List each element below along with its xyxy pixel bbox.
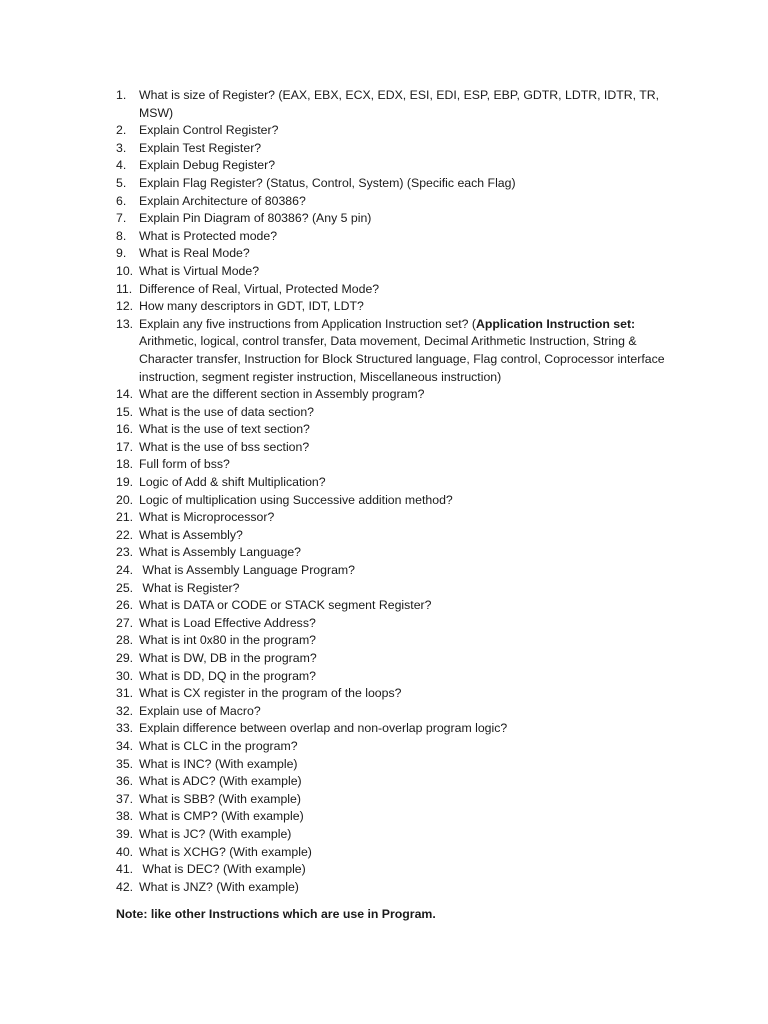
- question-number: 33.: [116, 721, 134, 736]
- question-item: [116, 562, 676, 580]
- question-item: [116, 87, 676, 122]
- question-text: [139, 175, 676, 193]
- question-number: 37.: [116, 791, 134, 806]
- question-item: [116, 492, 676, 510]
- question-item: [116, 632, 676, 650]
- question-text-main: What is Assembly?: [139, 527, 243, 542]
- question-number: 40.: [116, 844, 134, 859]
- question-text: [139, 245, 676, 263]
- question-number: 11.: [116, 281, 133, 296]
- question-number: 4.: [116, 158, 127, 173]
- question-text-main: What is JNZ? (With example): [139, 879, 299, 894]
- question-item: [116, 140, 676, 158]
- question-number: 34.: [116, 738, 134, 753]
- question-text-main: What is DD, DQ in the program?: [139, 668, 316, 683]
- question-number: 15.: [116, 404, 134, 419]
- question-number: 8.: [116, 228, 127, 243]
- question-text: [139, 404, 676, 422]
- question-number: 35.: [116, 756, 134, 771]
- question-text: [139, 544, 676, 562]
- question-text: [139, 228, 676, 246]
- question-item: [116, 386, 676, 404]
- question-text-main: What is the use of text section?: [139, 422, 310, 437]
- question-text-main: Explain Debug Register?: [139, 158, 276, 173]
- question-text-main: What is DATA or CODE or STACK segment Register?: [139, 598, 432, 613]
- question-item: [116, 544, 676, 562]
- question-number: 16.: [116, 422, 134, 437]
- question-text: [139, 386, 676, 404]
- question-item: [116, 844, 676, 862]
- question-item: [116, 175, 676, 193]
- question-item: [116, 703, 676, 721]
- question-text: [139, 298, 676, 316]
- question-text-main: Logic of Add & shift Multiplication?: [139, 475, 326, 490]
- question-text-main: What is the use of bss section?: [139, 439, 310, 454]
- question-text-main: What is the use of data section?: [139, 404, 314, 419]
- question-text: [139, 562, 676, 580]
- question-number: 13.: [116, 316, 134, 331]
- question-item: [116, 826, 676, 844]
- question-item: [116, 738, 676, 756]
- question-text-main: What is int 0x80 in the program?: [139, 633, 317, 648]
- question-number: 25.: [116, 580, 134, 595]
- question-text: [139, 597, 676, 615]
- question-text-main: Explain Control Register?: [139, 123, 279, 138]
- question-text-main: What is Load Effective Address?: [139, 615, 316, 630]
- question-text-main: What is JC? (With example): [139, 826, 292, 841]
- question-item: [116, 316, 676, 386]
- question-item: [116, 650, 676, 668]
- question-text-main: What is Real Mode?: [139, 246, 250, 261]
- question-text: [139, 861, 676, 879]
- question-text-main: What is Microprocessor?: [139, 510, 275, 525]
- question-text: [139, 281, 676, 299]
- question-item: [116, 861, 676, 879]
- question-item: [116, 421, 676, 439]
- question-text: [139, 808, 676, 826]
- question-text-main: What is Protected mode?: [139, 228, 278, 243]
- question-text-main: What is DEC? (With example): [139, 862, 306, 877]
- question-item: [116, 193, 676, 211]
- question-item: [116, 456, 676, 474]
- question-text: [139, 668, 676, 686]
- question-number: 31.: [116, 686, 134, 701]
- question-item: [116, 122, 676, 140]
- question-text: [139, 791, 676, 809]
- question-text-main: What is ADC? (With example): [139, 774, 302, 789]
- question-text: [139, 738, 676, 756]
- question-number: 24.: [116, 563, 134, 578]
- question-number: 20.: [116, 492, 134, 507]
- question-number: 3.: [116, 140, 127, 155]
- question-number: 23.: [116, 545, 134, 560]
- question-item: [116, 210, 676, 228]
- question-text: [139, 844, 676, 862]
- question-number: 2.: [116, 123, 127, 138]
- question-text: [139, 421, 676, 439]
- question-number: 19.: [116, 475, 134, 490]
- question-number: 7.: [116, 211, 127, 226]
- question-text: [139, 527, 676, 545]
- question-text-main: How many descriptors in GDT, IDT, LDT?: [139, 299, 364, 314]
- question-text: [139, 650, 676, 668]
- question-text: [139, 615, 676, 633]
- question-text-main: Full form of bss?: [139, 457, 230, 472]
- question-text-main: What is XCHG? (With example): [139, 844, 312, 859]
- question-item: [116, 245, 676, 263]
- question-number: 29.: [116, 651, 134, 665]
- question-number: 27.: [116, 615, 134, 630]
- question-text-rest: Arithmetic, logical, control transfer, Data movement, Decimal Arithmetic Instruction, String & Character transfer, Instruction for Block Structured language, Flag control, Coprocessor interface instruction, segment register instruction, Miscellaneous instruction): [139, 316, 669, 384]
- question-text: [139, 773, 676, 791]
- question-text: [139, 140, 676, 158]
- question-item: [116, 580, 676, 598]
- question-text-main: What are the different section in Assembly program?: [139, 387, 425, 402]
- question-number: 1.: [116, 88, 127, 102]
- question-item: [116, 509, 676, 527]
- question-item: [116, 439, 676, 457]
- question-item: [116, 474, 676, 492]
- question-item: [116, 615, 676, 633]
- question-text: [139, 456, 676, 474]
- question-text-main: Explain Architecture of 80386?: [139, 193, 306, 208]
- question-item: [116, 756, 676, 774]
- question-item: [116, 281, 676, 299]
- question-number: 17.: [116, 439, 134, 454]
- question-text: [139, 492, 676, 510]
- question-text: [139, 509, 676, 527]
- question-item: [116, 157, 676, 175]
- question-text-main: What is CX register in the program of the loops?: [139, 686, 402, 701]
- question-text: [139, 157, 676, 175]
- question-text: [139, 685, 676, 703]
- question-text-main: Logic of multiplication using Successive addition method?: [139, 492, 453, 507]
- question-text-main: Explain Flag Register? (Status, Control, System) (Specific each Flag): [139, 175, 516, 190]
- question-item: [116, 228, 676, 246]
- question-text-main: What is Assembly Language?: [139, 545, 302, 560]
- question-text: [139, 316, 676, 386]
- question-number: 36.: [116, 774, 134, 789]
- question-text: [139, 720, 676, 738]
- question-item: [116, 720, 676, 738]
- question-text-main: Explain difference between overlap and non-overlap program logic?: [139, 721, 508, 736]
- question-text-main: What is Assembly Language Program?: [139, 563, 355, 578]
- question-number: 5.: [116, 175, 127, 190]
- question-item: [116, 404, 676, 422]
- question-item: [116, 879, 676, 897]
- question-text-main: Difference of Real, Virtual, Protected Mode?: [139, 281, 380, 296]
- question-text-bold: Application Instruction set:: [475, 316, 636, 331]
- footer-note: Note: like other Instructions which are use in Program.: [116, 907, 436, 921]
- question-text-main: What is INC? (With example): [139, 756, 298, 771]
- question-text-main: What is CMP? (With example): [139, 809, 304, 824]
- question-text-main: What is Register?: [139, 580, 240, 595]
- question-item: [116, 527, 676, 545]
- question-item: [116, 298, 676, 316]
- question-text-main: Explain Pin Diagram of 80386? (Any 5 pin): [139, 211, 372, 226]
- question-text-main: What is CLC in the program?: [139, 738, 298, 753]
- question-number: 38.: [116, 809, 134, 824]
- question-text: [139, 439, 676, 457]
- question-number: 18.: [116, 457, 134, 472]
- question-number: 39.: [116, 826, 134, 841]
- question-text-main: What is Virtual Mode?: [139, 263, 260, 278]
- question-list: [116, 87, 676, 896]
- question-number: 6.: [116, 193, 127, 208]
- question-number: 22.: [116, 527, 134, 542]
- question-item: [116, 808, 676, 826]
- question-text-main: What is DW, DB in the program?: [139, 651, 317, 665]
- question-number: 42.: [116, 879, 134, 894]
- question-text: [139, 122, 676, 140]
- question-item: [116, 263, 676, 281]
- question-number: 12.: [116, 299, 134, 314]
- question-text: [139, 210, 676, 228]
- question-text: [139, 756, 676, 774]
- question-item: [116, 668, 676, 686]
- question-text-main: Explain any five instructions from Application Instruction set? (: [139, 316, 476, 331]
- question-number: 30.: [116, 668, 134, 683]
- question-text: [139, 879, 676, 897]
- question-text: [139, 632, 676, 650]
- question-text: [139, 263, 676, 281]
- question-text-main: What is SBB? (With example): [139, 791, 301, 806]
- question-number: 10.: [116, 263, 134, 278]
- question-text-main: What is size of Register? (EAX, EBX, ECX, EDX, ESI, EDI, ESP, EBP, GDTR, LDTR, IDTR, TR, MSW): [139, 88, 663, 120]
- question-text-main: Explain Test Register?: [139, 140, 262, 155]
- question-item: [116, 685, 676, 703]
- question-number: 14.: [116, 387, 134, 402]
- question-number: 21.: [116, 510, 134, 525]
- question-text: [139, 826, 676, 844]
- question-number: 28.: [116, 633, 134, 648]
- question-number: 32.: [116, 703, 134, 718]
- question-text: [139, 474, 676, 492]
- question-text: [139, 87, 676, 122]
- question-number: 41.: [116, 862, 134, 877]
- question-item: [116, 773, 676, 791]
- question-number: 26.: [116, 598, 134, 613]
- question-item: [116, 597, 676, 615]
- question-text: [139, 580, 676, 598]
- question-item: [116, 791, 676, 809]
- question-text-main: Explain use of Macro?: [139, 703, 261, 718]
- question-text: [139, 703, 676, 721]
- question-number: 9.: [116, 246, 127, 261]
- question-text: [139, 193, 676, 211]
